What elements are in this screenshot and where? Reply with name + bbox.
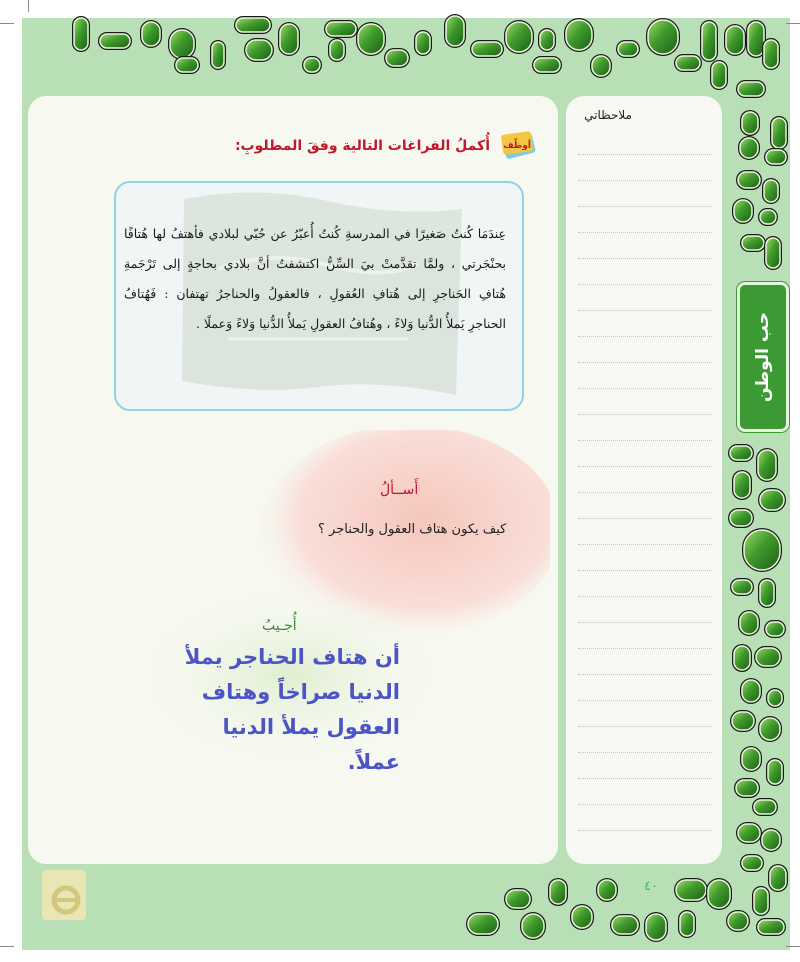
gem: [142, 22, 160, 46]
gem: [676, 56, 700, 70]
crop-mark: [0, 946, 14, 947]
note-line: [578, 726, 712, 727]
note-line: [578, 804, 712, 805]
apply-icon-label: أوظّف: [503, 141, 531, 151]
gem: [728, 912, 748, 930]
gem: [74, 18, 88, 50]
note-line: [578, 596, 712, 597]
note-line: [578, 336, 712, 337]
gem: [748, 22, 764, 56]
gem: [742, 748, 760, 770]
gem: [280, 24, 298, 54]
gem: [676, 880, 706, 900]
answer-heading: أُجـيبُ: [262, 618, 297, 634]
gem: [772, 118, 786, 148]
crop-mark: [786, 23, 800, 24]
gem: [740, 138, 758, 158]
ask-question: كيف يكون هتاف العقول والحناجر ؟: [318, 522, 507, 537]
gem: [534, 58, 560, 72]
note-line: [578, 362, 712, 363]
gem: [738, 82, 764, 96]
publisher-logo: [42, 870, 86, 920]
page-number: ٤٠: [644, 879, 658, 894]
gem: [738, 172, 760, 188]
gem: [734, 472, 750, 498]
gem: [734, 646, 750, 670]
gem: [612, 916, 638, 934]
passage-text: عِندَمَا كُنتُ صَغيرًا في المدرسةِ كُنتُ أُعبّرُ عن حُبّي لبلادي فأهتفُ لها هُتافًا بحنْجَرتي ، ولمَّا تقدَّمتْ بيَ السِّنُّ اكتشفتُ أنَّ بلادي بحاجةٍ إلى تَرْجَمةِ هُتافِ الحَناجرِ إلى هُتافِ العُقولِ ، فالعقولُ والحناجرُ تهتفان : فَهُتافُ الحناجرِ يَملأُ الدُّنيا وَلاءً ، وهُتافُ العقولِ يَملأُ الدُّنيا وَلاءً وَعملًا .: [124, 226, 506, 331]
gem: [618, 42, 638, 56]
note-line: [578, 700, 712, 701]
gem: [736, 780, 758, 796]
note-line: [578, 544, 712, 545]
note-line: [578, 284, 712, 285]
crop-mark: [0, 23, 14, 24]
gem: [646, 914, 666, 940]
gem: [592, 56, 610, 76]
gem: [702, 22, 716, 60]
note-line: [578, 414, 712, 415]
gem: [766, 150, 786, 164]
gem: [766, 238, 780, 268]
note-line: [578, 388, 712, 389]
instruction-title: أُكملُ الفراغات التالية وفقَ المطلوبِ:: [234, 138, 490, 154]
note-line: [578, 154, 712, 155]
gem: [712, 62, 726, 88]
gem: [742, 856, 762, 870]
gem: [468, 914, 498, 934]
note-line: [578, 232, 712, 233]
gem: [762, 830, 780, 850]
gem: [758, 450, 776, 480]
gem: [550, 880, 566, 904]
gem: [732, 580, 752, 594]
gem: [330, 40, 344, 60]
gem: [742, 680, 760, 702]
gem: [768, 690, 782, 706]
gem: [246, 40, 272, 60]
gem: [744, 530, 780, 570]
gem: [770, 866, 786, 890]
apply-icon: [496, 128, 542, 162]
gem: [598, 880, 616, 900]
gem: [760, 490, 784, 510]
gem: [708, 880, 730, 908]
gem: [648, 20, 678, 54]
note-line: [578, 570, 712, 571]
note-line: [578, 752, 712, 753]
gem: [726, 26, 744, 54]
gem: [236, 18, 270, 32]
chapter-title: [740, 285, 786, 429]
gem: [764, 40, 778, 68]
note-line: [578, 206, 712, 207]
gem: [760, 718, 780, 740]
note-line: [578, 258, 712, 259]
crop-mark: [28, 0, 29, 12]
note-line: [578, 440, 712, 441]
chapter-title-text: حب الوطن: [753, 311, 774, 403]
note-line: [578, 310, 712, 311]
gem: [768, 760, 782, 784]
gem: [506, 22, 532, 52]
gem: [760, 210, 776, 224]
notes-title: ملاحظاتي: [584, 108, 632, 122]
gem: [572, 906, 592, 928]
gem: [304, 58, 320, 72]
crop-mark: [786, 946, 800, 947]
gem: [326, 22, 356, 36]
gem: [680, 912, 694, 936]
note-line: [578, 830, 712, 831]
gem: [730, 446, 752, 460]
gem: [730, 510, 752, 526]
gem: [212, 42, 224, 68]
passage-box: [114, 181, 524, 411]
note-line: [578, 466, 712, 467]
gem: [742, 236, 764, 250]
gem: [472, 42, 502, 56]
note-line: [578, 674, 712, 675]
note-line: [578, 180, 712, 181]
notes-panel: [566, 96, 722, 864]
note-line: [578, 622, 712, 623]
gem: [176, 58, 198, 72]
gem: [446, 16, 464, 46]
chapter-tab: [737, 282, 789, 432]
gem: [416, 32, 430, 54]
note-line: [578, 778, 712, 779]
answer-text[interactable]: أن هتاف الحناجر يملأ الدنيا صراخاً وهتاف العقول يملأ الدنيا عملاً.: [184, 645, 400, 774]
gem: [732, 712, 754, 730]
gem: [738, 824, 760, 842]
gem: [170, 30, 194, 58]
gem: [358, 24, 384, 54]
gem: [506, 890, 530, 908]
ask-heading: أَســألُ: [380, 482, 419, 498]
gem: [754, 888, 768, 914]
gem: [522, 914, 544, 938]
gem: [760, 580, 774, 606]
gem: [754, 800, 776, 814]
gem: [540, 30, 554, 50]
gem: [756, 648, 780, 666]
gem: [766, 622, 784, 636]
gem: [566, 20, 592, 50]
gem: [742, 112, 758, 134]
note-line: [578, 648, 712, 649]
gem: [386, 50, 408, 66]
note-line: [578, 518, 712, 519]
gem: [100, 34, 130, 48]
gem: [758, 920, 784, 934]
note-line: [578, 492, 712, 493]
gem: [740, 612, 758, 634]
gem: [734, 200, 752, 222]
gem: [764, 180, 778, 202]
